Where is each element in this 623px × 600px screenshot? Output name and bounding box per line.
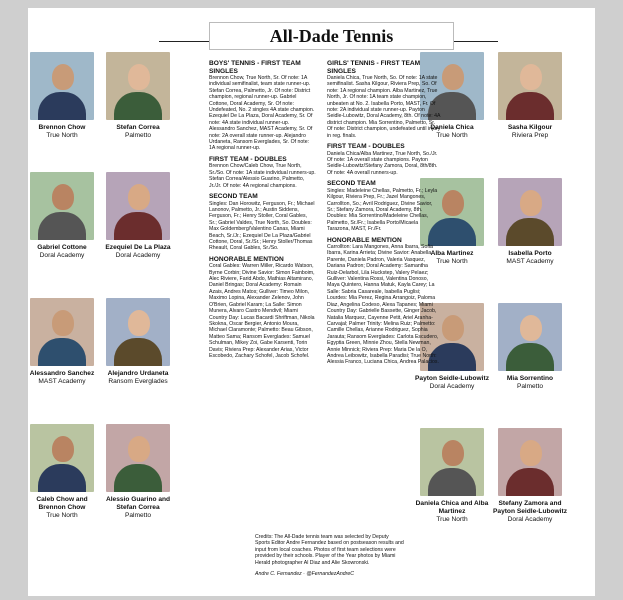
- girls-hm-heading: HONORABLE MENTION: [327, 236, 402, 244]
- caption-school: True North: [436, 258, 468, 265]
- caption-name: Caleb Chow and Brennon Chow: [36, 496, 88, 511]
- body-shape: [38, 92, 86, 120]
- boys-doubles-text: Brennon Chow/Caleb Chow, True North, Sr./So. Of note: 1A state individual runners-up. Stefan Correa/Alessio Guarino, Palmetto, Jr./Jr. Of note: 4A regional champions.: [209, 163, 316, 189]
- head-shape: [52, 184, 74, 210]
- page-title: All-Dade Tennis: [209, 22, 454, 50]
- boys-hm-heading: HONORABLE MENTION: [209, 255, 284, 263]
- photo-caption: [412, 500, 492, 524]
- byline: Andre C. Fernandez · @FernandezAndreC: [255, 571, 354, 577]
- caption-school: True North: [46, 132, 78, 139]
- head-shape: [52, 310, 74, 336]
- caption-name: Daniela Chica and Alba Martinez: [415, 500, 489, 515]
- player-photo: [30, 424, 94, 492]
- caption-name: Gabriel Cottone: [37, 244, 87, 251]
- player-photo: [106, 172, 170, 240]
- photo-caption: [490, 124, 570, 140]
- caption-school: True North: [46, 512, 78, 519]
- body-shape: [114, 212, 162, 240]
- head-shape: [520, 64, 542, 90]
- girls-column: [327, 56, 441, 366]
- player-photo: [498, 52, 562, 120]
- head-shape: [442, 190, 464, 216]
- player-photo: [30, 172, 94, 240]
- caption-school: True North: [436, 516, 468, 523]
- caption-school: MAST Academy: [506, 258, 554, 265]
- photo-caption: [490, 250, 570, 266]
- caption-school: Palmetto: [124, 512, 152, 519]
- photo-caption: [412, 375, 492, 391]
- newspaper-page: [28, 8, 595, 596]
- caption-school: Palmetto: [516, 383, 544, 390]
- photo-caption: [490, 500, 570, 524]
- title-rule-left: [159, 41, 209, 42]
- body-shape: [114, 464, 162, 492]
- head-shape: [520, 440, 542, 466]
- girls-second-text: Singles: Madeleine Chellas, Palmetto, Fr.; Leyla Kilgour, Riviera Prep, Fr.; Jazel Mangones, Carrollton, So.; Avril Rodriguez, Divine Savior, Sr.; Stefany Zamora, Doral Academy, 8th. Doubles: Mia Sorrentino/Madeleine Chellas, Palmetto, Sr./Fr.; Isabella Porto/Micaela Tarazona, MAST, Fr./Fr.: [327, 187, 438, 233]
- player-photo: [106, 424, 170, 492]
- boys-singles-text: Brennon Chow, True North, Sr. Of note: 1A individual semifinalist, team state runner-up. Stefan Correa, Palmetto, Jr. Of note: District champion, regional runner-up. Gabriel Cottone, Doral Academy, Sr. Of note: Undefeated, No. 2 singles 4A state champion. Ezequiel De La Plaza, Doral Academy, Sr. Of note: 4A state individual runner-up. Alessandro Sanchez, MAST Academy, Sr. Of note: 2A overall state runner-up. Alejandro Urdaneta, Ransom Everglades, Sr. Of note: 1A regional runner-up.: [209, 75, 315, 152]
- photo-caption: [98, 370, 178, 386]
- photo-caption: [22, 244, 102, 260]
- caption-name: Isabella Porto: [508, 250, 552, 257]
- player-photo: [106, 52, 170, 120]
- boys-doubles-heading: FIRST TEAM - DOUBLES: [209, 155, 287, 163]
- girls-doubles-heading: FIRST TEAM - DOUBLES: [327, 143, 405, 151]
- head-shape: [442, 64, 464, 90]
- boys-singles-heading: BOYS' TENNIS - FIRST TEAM SINGLES: [209, 60, 301, 75]
- head-shape: [52, 64, 74, 90]
- caption-name: Ezequiel De La Plaza: [105, 244, 171, 251]
- girls-doubles-text: Daniela Chica/Alba Martinez, True North, So./Jr. Of note: 1A overall state champions. Payton Seidle-Lubowitz/Stefany Zamora, Doral, 8th/8th. Of note: 4A overall runners-up.: [327, 150, 438, 176]
- title-rule-right: [452, 41, 498, 42]
- body-shape: [114, 92, 162, 120]
- caption-school: True North: [436, 132, 468, 139]
- caption-school: MAST Academy: [38, 378, 86, 385]
- body-shape: [38, 464, 86, 492]
- head-shape: [128, 310, 150, 336]
- head-shape: [520, 190, 542, 216]
- caption-school: Riviera Prep: [511, 132, 549, 139]
- head-shape: [128, 64, 150, 90]
- body-shape: [38, 338, 86, 366]
- boys-hm-text: Coral Gables: Warren Miller, Ricardo Watson, Byrne Corbin; Divine Savior: Simon Fainboim, Alec Riviere, Farid Abdo, Mathias Altamirano, Daniel Bringas; Doral Academy: Romain Azais, Andres Matos; Gulliver: Timeo Milon, Maximo Lopina, Alexander Zelenov, John O'Brien, Gabriel Karam; La Salle: Simon Munera, Alvaro Castro Mendivil; Miami Country Day: Lucas Bacardi Shriftman, Nikola Skokna, Oscar Bergier, Antonio Moura, Michael Claramonte; Palmetto: Beau Gibson, Matteo Sama; Ransom Everglades: Samuel Schulman, Mikey Zoi, Gabe Karsenti, Torin Davis; Riviera Prep: Alexander Arias, Victor Escobedo, Zachary Schofel, Jacob Schofel.: [209, 263, 315, 359]
- player-photo: [106, 298, 170, 366]
- player-photo: [420, 428, 484, 496]
- photo-caption: [490, 375, 570, 391]
- body-shape: [114, 338, 162, 366]
- photo-caption: [98, 244, 178, 260]
- caption-name: Stefany Zamora and Payton Seidle-Lubowitz: [493, 500, 567, 515]
- boys-second-heading: SECOND TEAM: [209, 193, 258, 200]
- caption-name: Stefan Correa: [116, 124, 160, 131]
- caption-name: Payton Seidle-Lubowitz: [415, 375, 489, 382]
- player-photo: [30, 298, 94, 366]
- head-shape: [520, 315, 542, 341]
- caption-school: Ransom Everglades: [108, 378, 168, 385]
- player-photo: [30, 52, 94, 120]
- body-shape: [506, 343, 554, 371]
- photo-caption: [98, 124, 178, 140]
- body-shape: [428, 468, 476, 496]
- head-shape: [52, 436, 74, 462]
- caption-name: Alba Martinez: [430, 250, 474, 257]
- head-shape: [128, 184, 150, 210]
- photo-caption: [22, 496, 102, 520]
- player-photo: [498, 428, 562, 496]
- player-photo: [498, 303, 562, 371]
- credits: Credits: The All-Dade tennis team was selected by Deputy Sports Editor Andre Fernandez based on postseason results and input from local coaches. Photos of first team selections were provided by their schools. Player of the Year photos by Miami Herald photographer Al Diaz and Alie Skowronski.: [255, 534, 404, 566]
- body-shape: [38, 212, 86, 240]
- caption-school: Doral Academy: [39, 252, 85, 259]
- girls-singles-text: Daniela Chica, True North, So. Of note: 1A state semifinalist. Sasha Kilgour, Riviera Prep, So. Of note: 1A regional champion. Alba Martinez, True North, Jr. Of note: 1A team state champion, unbeaten at No. 2. Isabella Porto, MAST, Fr. Of note: 2A individual state runner-up. Payton Seidle-Lubowitz, Doral Academy, 8th. Of note: 4A district champion. Mia Sorrentino, Palmetto, Sr. Of note: District champion, undefeated until injury in reg. finals.: [327, 75, 441, 139]
- caption-name: Brennon Chow: [38, 124, 86, 131]
- photo-caption: [22, 370, 102, 386]
- caption-name: Mia Sorrentino: [506, 375, 554, 382]
- caption-name: Sasha Kilgour: [507, 124, 553, 131]
- girls-hm-text: Carrollton: Lara Mangones, Anna Ibarra, Sofia Ibarra, Karina Arrieta; Divine Savior: Anabella Parente, Daniela Padron, Valeria Vasquez, Dariana Padron; Doral Academy: Samantha Ruiz-Delarbol, Lila Huckstep, Valery Pelaez; Gulliver: Valentina Rossi, Valentina Donoso, Maya Quintero, Hanna Matuk, Kayla Carey; La Salle: Sabria Casareale, Isabella Puglisi; Lourdes: Mia Perez, Regina Arrangoiz, Paloma Diaz, Angelina Codeso, Alexa Tapanes; Miami Country Day: Gabrielle Bassette, Ginger Jacob, Natalia Marquez, Cayenne Petit, Ariel Aranha-Carvajal; Palmer Trinity: Melina Ruiz; Palmetto: Camille Chellas, Arianne Rodriguez, Sophia Jarauta; Ransom Everglades: Carlota Escudero, Egyptia Green, Minnie Zhou, Stella Newman, Annie Minnick; Riviera Prep: Maria De la O, Andrea Leibowitz, Isabella Paradisi; True North: Alessia Franco, Luciana Chica, Andrea Palacios.: [327, 244, 439, 366]
- head-shape: [442, 440, 464, 466]
- boys-column: [209, 56, 316, 359]
- caption-school: Doral Academy: [115, 252, 161, 259]
- caption-name: Alessandro Sanchez: [29, 370, 95, 377]
- caption-name: Daniela Chica: [430, 124, 474, 131]
- body-shape: [506, 468, 554, 496]
- caption-school: Doral Academy: [507, 516, 553, 523]
- body-shape: [506, 92, 554, 120]
- caption-school: Doral Academy: [429, 383, 475, 390]
- caption-school: Palmetto: [124, 132, 152, 139]
- head-shape: [442, 315, 464, 341]
- photo-caption: [98, 496, 178, 520]
- player-photo: [498, 178, 562, 246]
- girls-singles-heading: GIRLS' TENNIS - FIRST TEAM SINGLES: [327, 60, 421, 75]
- girls-second-heading: SECOND TEAM: [327, 180, 376, 188]
- boys-second-text: Singles: Dan Horowitz, Ferguson, Fr.; Michael Lanonov, Palmetto, Jr.; Austin Siddens, Ferguson, Fr.; Henry Stoller, Coral Gables, Sr.; Gabriel Valdes, True North, So. Doubles: Max Goldemberg/Valentino Canas, Miami Beach, Sr./Jr.; Ezequiel De La Plaza/Gabriel Cottone, Doral, Sr./Sr.; Henry Stoller/Thomas Rheault, Coral Gables, Sr./So.: [209, 200, 315, 252]
- photo-caption: [22, 124, 102, 140]
- caption-name: Alessio Guarino and Stefan Correa: [105, 496, 171, 511]
- body-shape: [506, 218, 554, 246]
- caption-name: Alejandro Urdaneta: [107, 370, 169, 377]
- head-shape: [128, 436, 150, 462]
